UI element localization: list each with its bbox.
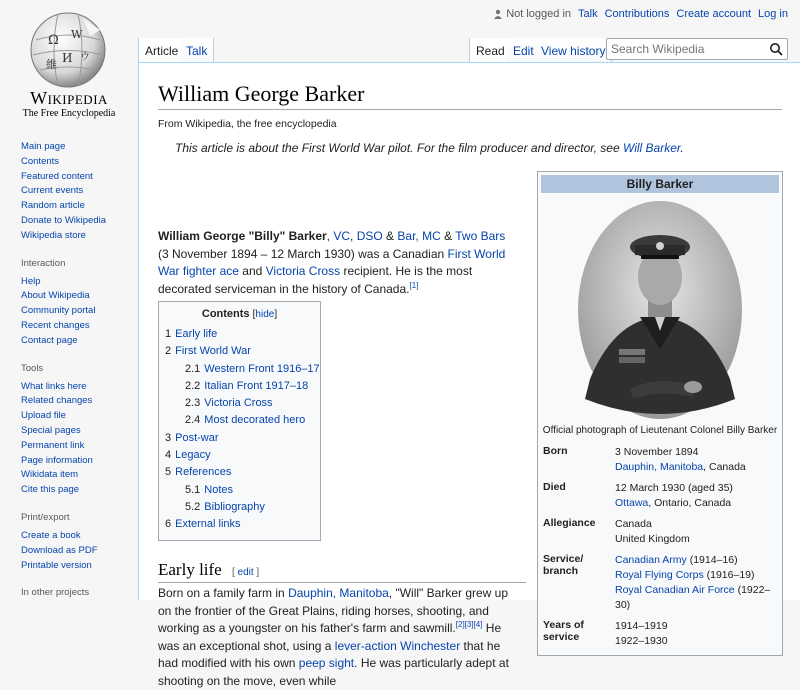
tab-edit-label: Edit [513,44,534,58]
sidebar-item-featured-content[interactable]: Featured content [21,170,93,182]
lead-and: and [242,264,263,278]
sidebar-item-download-pdf[interactable]: Download as PDF [21,544,98,556]
section-heading-text: Early life [158,560,222,579]
hatnote-link-will-barker[interactable]: Will Barker [622,141,681,155]
early-text-1: Born on a family farm in [158,586,285,600]
link-bar-mc[interactable]: Bar, MC [397,229,441,243]
toc-num: 2 [165,345,172,358]
lead-amp-1: & [386,229,395,243]
early-life-paragraph [158,585,518,690]
toc-link[interactable]: Victoria Cross [204,397,273,410]
link-fww-ace[interactable]: First World War fighter ace [158,246,506,278]
toc-hide-link[interactable]: hide [255,309,275,320]
section-edit-link[interactable]: edit [237,567,254,578]
sidebar-item-random-article[interactable]: Random article [21,200,85,212]
sidebar [0,140,138,612]
tab-view-history-label: View history [541,44,606,58]
toc-num: 3 [165,431,172,444]
section-edit: [ edit ] [231,567,260,578]
wikipedia-logo[interactable] [0,0,138,128]
infobox-row-died [541,478,779,514]
svg-text:ウ: ウ [80,52,90,63]
toc-item[interactable] [165,516,314,533]
toc-link[interactable]: Notes [204,483,234,496]
sidebar-item-upload-file[interactable]: Upload file [21,410,66,422]
user-icon [493,9,503,19]
toc-item[interactable] [165,412,314,429]
toc-item[interactable] [165,430,314,447]
toc-hide: [hide] [252,309,278,320]
sidebar-item-recent-changes[interactable]: Recent changes [21,319,90,331]
years-2: 1922–1930 [615,635,668,647]
sidebar-print [0,512,138,573]
infobox-photo[interactable] [541,193,779,421]
toc-num: 2.1 [185,362,201,375]
sidebar-item-contents[interactable]: Contents [21,155,60,167]
died-place [615,496,777,511]
link-royal-flying-corps[interactable]: Royal Flying Corps [615,569,704,581]
portrait-image [575,199,745,421]
tab-talk[interactable] [180,38,214,62]
sidebar-navigation [0,140,138,244]
login-link[interactable]: Log in [758,8,788,20]
toc-item[interactable] [165,482,314,499]
link-dauphin[interactable]: Dauphin, Manitoba [288,586,389,600]
not-logged-in-label: Not logged in [506,8,572,20]
toc-link[interactable]: Italian Front 1917–18 [204,379,309,392]
toc-num: 2.4 [185,414,201,427]
link-lever-action[interactable]: lever-action [334,638,397,653]
link-winchester[interactable]: Winchester [400,638,461,653]
toc-item[interactable] [165,499,314,516]
link-dso[interactable]: DSO [356,229,383,243]
years-1: 1914–1919 [615,620,668,632]
toc-link[interactable]: Western Front 1916–17 [204,362,320,375]
hatnote-text: This article is about the First World War pilot. For the film producer and director, see [175,141,620,155]
born-place-rest: , Canada [703,461,746,473]
toc-item[interactable] [165,326,314,343]
sidebar-item-donate[interactable]: Donate to Wikipedia [21,214,107,226]
sidebar-item-create-book[interactable]: Create a book [21,529,81,541]
infobox-value [613,550,779,616]
infobox-label: Died [543,481,566,493]
service-1-years: (1914–16) [686,554,738,566]
toc-link[interactable]: Legacy [175,449,211,462]
sidebar-item-community-portal[interactable]: Community portal [21,305,96,317]
wikipedia-globe-icon [28,10,108,90]
sidebar-heading-print: Print/export [21,511,70,523]
contributions-link[interactable]: Contributions [604,8,670,20]
infobox-row-born [541,442,779,478]
born-place [615,460,777,475]
infobox-row-service [541,550,779,616]
allegiance-2: United Kingdom [615,533,690,545]
site-subtitle: From Wikipedia, the free encyclopedia [158,118,337,130]
sidebar-item-contact-page[interactable]: Contact page [21,334,78,346]
table-of-contents [158,301,321,541]
lead-dates: (3 November 1894 – 12 March 1930) was a Canadian [158,246,445,261]
toc-num: 2.3 [185,397,201,410]
svg-text:W: W [71,28,83,41]
toc-num: 5.2 [185,500,201,513]
sidebar-heading-tools: Tools [21,362,44,374]
lead-rest: recipient. He is the most decorated serviceman in the history of Canada. [158,264,473,296]
infobox-label: Born [543,445,568,457]
allegiance-1: Canada [615,518,652,530]
search-icon[interactable] [769,42,783,56]
died-date: 12 March 1930 (aged 35) [615,482,733,494]
infobox-label: Years of service [543,619,584,643]
sidebar-item-main-page[interactable]: Main page [21,141,66,152]
tab-read[interactable] [469,38,512,62]
link-canadian-army[interactable]: Canadian Army [615,554,687,566]
link-vc[interactable]: VC [333,229,351,243]
sidebar-item-page-information[interactable]: Page information [21,454,93,466]
toc-num: 4 [165,449,172,462]
section-heading-early-life [158,560,526,583]
hatnote-end: . [680,141,684,155]
sidebar-item-special-pages[interactable]: Special pages [21,424,81,436]
sidebar-item-about[interactable]: About Wikipedia [21,290,90,302]
infobox-value [613,616,779,652]
lead-paragraph: William George "Billy" Barker, VC, DSO & Bar, MC & Two Bars (3 November 1894 – 12 March 1930) was a Canadian First World War fighter ace and Victoria Cross recipient. He is the most decorated serviceman in the history of Canada.[1] [158,229,506,296]
create-account-link[interactable]: Create account [676,8,752,20]
sidebar-interaction [0,258,138,349]
sidebar-item-permanent-link[interactable]: Permanent link [21,439,85,451]
tab-article[interactable] [138,38,185,62]
toc-link[interactable]: Bibliography [204,500,265,513]
tab-view-history[interactable] [535,38,612,62]
sidebar-item-cite-this-page[interactable]: Cite this page [21,484,80,496]
svg-text:維: 維 [46,58,57,71]
link-two-bars[interactable]: Two Bars [455,229,506,243]
infobox-row-years [541,616,779,652]
infobox-label: Service/ branch [543,553,584,577]
tab-article-label: Article [145,44,179,58]
link-born-place[interactable]: Dauphin, Manitoba [615,461,704,473]
infobox-title: Billy Barker [541,175,779,193]
service-3-years: (1922–30) [615,584,771,611]
infobox-row-allegiance [541,514,779,550]
toc-link[interactable]: Early life [175,328,218,340]
tab-talk-label: Talk [186,44,208,58]
sidebar-item-what-links-here[interactable]: What links here [21,380,87,392]
early-text-4: that he had modified with his own [158,638,501,670]
toc-item[interactable] [165,447,314,464]
toc-num: 2.2 [185,379,201,392]
toc-link[interactable]: External links [175,518,241,531]
toc-title [165,308,314,320]
toc-link[interactable]: First World War [175,345,251,358]
page-title: William George Barker [158,81,782,110]
died-place-rest: , Ontario, Canada [648,497,732,509]
sidebar-item-help[interactable]: Help [21,275,41,287]
infobox-label: Allegiance [543,517,596,529]
link-victoria-cross[interactable]: Victoria Cross [265,264,341,278]
search-box [606,38,788,60]
service-1 [615,553,777,568]
service-2 [615,568,777,583]
link-peep-sight[interactable]: peep sight [298,656,355,670]
tab-read-label: Read [476,44,505,58]
sidebar-item-store[interactable]: Wikipedia store [21,229,86,241]
sidebar-item-related-changes[interactable]: Related changes [21,395,93,407]
infobox-table [541,442,779,652]
refs-2-3-4[interactable]: [2][3][4] [455,620,483,629]
toc-link[interactable]: Most decorated hero [204,414,306,427]
link-died-place[interactable]: Ottawa [615,497,649,509]
sidebar-heading-interaction: Interaction [21,257,66,269]
sidebar-item-wikidata-item[interactable]: Wikidata item [21,469,79,481]
toc-item[interactable] [165,395,314,412]
infobox-value [613,442,779,478]
svg-text:И: И [62,51,73,65]
personal-tools [493,8,788,20]
toc-num: 1 [165,328,172,340]
sidebar-other-projects [0,587,138,598]
talk-link[interactable]: Talk [578,8,598,20]
toc-item[interactable] [165,343,314,360]
sidebar-item-printable-version[interactable]: Printable version [21,559,92,571]
service-3 [615,583,777,613]
wikipedia-tagline: The Free Encyclopedia [22,108,116,119]
ref-1[interactable]: [1] [409,280,419,290]
hatnote [175,141,800,155]
not-logged-in [493,8,571,20]
service-2-years: (1916–19) [703,569,755,581]
early-text-2: , "Will" Barker grew up on the frontier of the Great Plains, riding horses, shooting, and working as a youngster on his father's farm and sawmill. [158,586,509,635]
born-date: 3 November 1894 [615,446,699,458]
early-text-5: . He was particularly adept at shooting on the move, even while [158,656,509,688]
toc-num: 5 [165,466,172,479]
toc-item[interactable] [165,378,314,395]
toc-link[interactable]: Post-war [175,431,219,444]
sidebar-tools [0,363,138,498]
infobox-value [613,478,779,514]
svg-text:Ω: Ω [48,33,59,48]
lead-amp-2: & [444,229,453,243]
toc-link[interactable]: References [175,466,232,479]
sidebar-item-current-events[interactable]: Current events [21,185,84,197]
article-content [138,62,800,688]
infobox-value [613,514,779,550]
search-input[interactable] [607,39,757,59]
infobox-caption: Official photograph of Lieutenant Colonel Billy Barker [542,425,778,436]
lead-name: William George "Billy" Barker [158,229,327,243]
toc-num: 5.1 [185,483,201,496]
early-text-3: He was an exceptional shot, using a [158,621,502,653]
link-rcaf[interactable]: Royal Canadian Air Force [615,584,735,596]
infobox [537,171,783,656]
toc-num: 6 [165,518,172,531]
wikipedia-wordmark: Wikipedia [30,88,108,108]
sidebar-heading-other-projects: In other projects [21,587,90,599]
toc-item[interactable] [165,464,314,481]
toc-title-text: Contents [201,308,250,320]
toc-item[interactable] [165,361,320,378]
